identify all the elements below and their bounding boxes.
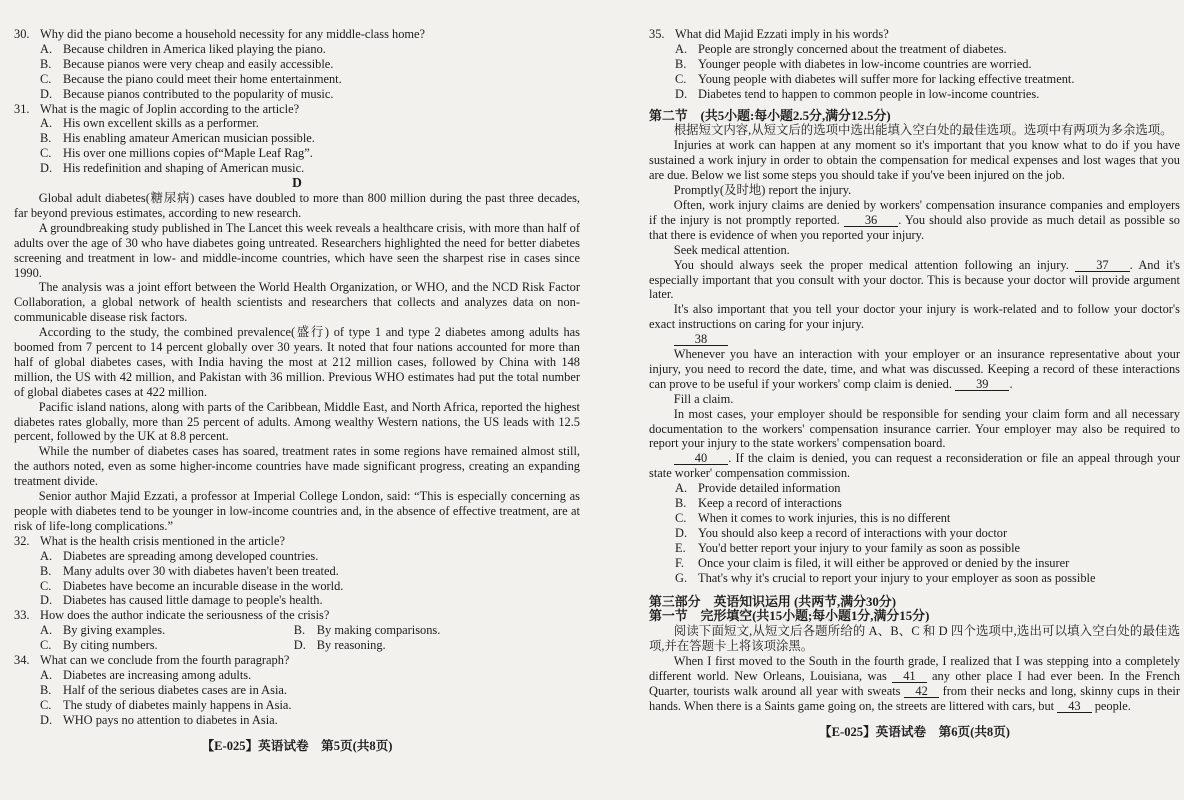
option-label: C.	[40, 578, 52, 593]
option-label: C.	[675, 511, 687, 525]
section-3-instruction: 阅读下面短文,从短文后各题所给的 A、B、C 和 D 四个选项中,选出可以填入空白处的最佳选项,并在答题卡上将该项涂黑。	[649, 624, 1180, 654]
paragraph-text: .	[1009, 376, 1013, 391]
option-text: Once your claim is filed, it will either be approved or denied by the insurer	[698, 555, 1070, 570]
gap-option-c	[675, 511, 1180, 526]
blank-38: 38	[674, 333, 728, 346]
gap-option-f	[675, 556, 1180, 571]
option-label: E.	[675, 540, 686, 555]
option-label: D.	[40, 161, 53, 176]
gap-option-b	[675, 496, 1180, 511]
option-text: Diabetes tend to happen to common people in low-income countries.	[698, 86, 1040, 101]
option-d	[40, 87, 580, 102]
option-d	[294, 638, 580, 653]
paragraph-text: Whenever you have an interaction with your employer or an insurance representative about your injury, you need to record the date, time, and what was discussed. Keeping a record of these interactions can prove to be useful if your workers' comp claim is denied.	[649, 347, 1180, 391]
option-text: Because the piano could meet their home entertainment.	[63, 71, 342, 86]
section-2-heading: 第二节 (共5小题:每小题2.5分,满分12.5分)	[649, 108, 891, 123]
option-b	[675, 57, 1180, 72]
gap-passage-blank-line	[649, 332, 1180, 347]
blank-36: 36	[844, 214, 898, 227]
question-text: How does the author indicate the seriousness of the crisis?	[40, 608, 330, 623]
paragraph-text: You should always seek the proper medical attention following an injury.	[673, 257, 1076, 272]
gap-options-list	[649, 481, 1180, 585]
option-c	[40, 579, 580, 594]
section-3-heading: 第三部分 英语知识运用 (共两节,满分30分)	[649, 594, 897, 609]
option-text: That's why it's crucial to report your injury to your employer as soon as possible	[698, 570, 1096, 585]
option-text: Because pianos contributed to the popularity of music.	[63, 86, 334, 101]
option-text: By reasoning.	[316, 638, 386, 653]
question-number: 35.	[649, 27, 665, 41]
option-text: WHO pays no attention to diabetes in Asia.	[63, 712, 278, 727]
gap-passage-paragraph-6: In most cases, your employer should be responsible for sending your claim form and all necessary documentation to the workers' compensation insurance carrier. Your employer may also be required to report your injury to the state workers' compensation board.	[649, 406, 1180, 451]
question-30	[14, 27, 580, 102]
question-33-stem	[14, 608, 580, 623]
question-32	[14, 534, 580, 609]
gap-passage-paragraph-5	[649, 347, 1180, 392]
option-b	[40, 564, 580, 579]
option-label: B.	[293, 623, 306, 638]
blank-40: 40	[674, 452, 728, 465]
question-text: What is the magic of Joplin according to the article?	[40, 101, 300, 116]
option-label: B.	[40, 682, 52, 697]
option-label: A.	[40, 548, 53, 563]
option-b	[40, 57, 580, 72]
paragraph-text: people.	[1091, 698, 1131, 713]
section-3-sub-heading: 第一节 完形填空(共15小题;每小题1分,满分15分)	[649, 609, 930, 624]
option-label: C.	[40, 638, 52, 653]
option-label: A.	[40, 623, 53, 638]
option-d	[40, 161, 580, 176]
blank-39: 39	[955, 378, 1009, 391]
gap-passage-paragraph-1: Injuries at work can happen at any moment so it's important that you know what to do if you have sustained a work injury in order to obtain the compensation for medical expenses and lost wages that you are due. Below we list some steps you should take if you've been injured on the job.	[649, 138, 1180, 183]
passage-paragraph-1: Global adult diabetes(糖尿病) cases have doubled to more than 800 million during the past three decades, far beyond previous estimates, according to new research.	[14, 190, 580, 220]
cloze-passage-paragraph	[649, 654, 1180, 714]
option-label: D.	[293, 638, 306, 653]
question-number: 31.	[14, 101, 30, 116]
option-c	[40, 638, 294, 653]
page-6	[649, 27, 1180, 740]
option-label: G.	[675, 570, 688, 585]
gap-passage-subhead-1: Promptly(及时地) report the injury.	[673, 183, 852, 198]
gap-option-e	[675, 541, 1180, 556]
option-text: The study of diabetes mainly happens in Asia.	[63, 697, 292, 712]
option-label: C.	[40, 697, 52, 712]
gap-option-a	[675, 481, 1180, 496]
option-label: D.	[40, 86, 53, 101]
option-label: C.	[675, 71, 687, 86]
passage-paragraph-4: According to the study, the combined prevalence(盛行) of type 1 and type 2 diabetes among adults has boomed from 7 percent to 14 percent globally over 30 years. It noted that four nations accounted for more than half of global diabetes cases, with India having the most at 212 million cases, followed by China with 148 million, the US with 42 million, and Pakistan with 36 million. Previous WHO estimates had put the total number of global diabetes cases at 422 million.	[14, 325, 580, 399]
question-31	[14, 102, 580, 177]
passage-paragraph-2: A groundbreaking study published in The Lancet this week reveals a healthcare crisis, with more than half of adults over the age of 30 who have diabetes going untreated. Researchers highlighted the need for better diabetes screening and treatment in low- and middle-income countries, which have seen the sharpest rise in cases since 1990.	[14, 220, 580, 280]
question-34	[14, 653, 580, 728]
gap-option-d	[675, 526, 1180, 541]
option-a	[40, 623, 294, 638]
option-text: By citing numbers.	[63, 638, 158, 653]
paragraph-text: When I first moved to the South in the fourth grade, I realized that I was stepping into a completely different world. New Orleans, Louisiana, was	[649, 654, 1180, 684]
page-footer-left: 【E-025】英语试卷 第5页(共8页)	[201, 738, 393, 753]
gap-passage-subhead-2: Seek medical attention.	[673, 242, 790, 257]
option-text: Young people with diabetes will suffer more for lacking effective treatment.	[698, 71, 1075, 86]
option-label: A.	[675, 481, 688, 496]
question-text: What is the health crisis mentioned in the article?	[40, 533, 285, 548]
page-5	[14, 27, 580, 754]
gap-passage-paragraph-2	[649, 198, 1180, 243]
option-a	[40, 116, 580, 131]
passage-paragraph-6: While the number of diabetes cases has soared, treatment rates in some regions have remained almost still, the authors noted, even as some higher-income countries have made significant progress, creating an expanding treatment divide.	[14, 444, 580, 489]
question-text: What did Majid Ezzati imply in his words?	[675, 27, 889, 41]
option-label: C.	[40, 146, 52, 161]
option-label: B.	[40, 131, 52, 146]
option-label: D.	[675, 86, 688, 101]
option-text: Because pianos were very cheap and easily accessible.	[63, 56, 334, 71]
option-d	[40, 713, 580, 728]
option-text: His redefinition and shaping of American music.	[63, 161, 305, 176]
option-a	[675, 42, 1180, 57]
option-b	[294, 623, 580, 638]
passage-paragraph-3: The analysis was a joint effort between the World Health Organization, or WHO, and the NCD Risk Factor Collaboration, a global network of health scientists and researchers that collects and analyzes data on non-communicable disease risk factors.	[14, 280, 580, 325]
option-text: Diabetes have become an incurable disease in the world.	[63, 578, 344, 593]
option-text: His own excellent skills as a performer.	[63, 116, 259, 131]
option-label: A.	[40, 116, 53, 131]
option-label: D.	[675, 525, 688, 540]
paragraph-text: any other place I had ever been. In the French Quarter, tourists walk around all year with sweats	[649, 669, 1180, 698]
option-c	[40, 72, 580, 87]
question-35	[649, 27, 1180, 102]
option-d	[675, 87, 1180, 102]
question-33-options	[40, 623, 580, 653]
option-text: You'd better report your injury to your family as soon as possible	[698, 540, 1021, 555]
question-35-stem	[649, 27, 1180, 42]
option-label: A.	[40, 41, 53, 56]
option-b	[40, 131, 580, 146]
option-text: By giving examples.	[63, 623, 166, 638]
option-text: Diabetes are increasing among adults.	[63, 667, 252, 682]
passage-d-label: D	[292, 175, 302, 191]
question-34-stem	[14, 653, 580, 668]
option-text: By making comparisons.	[316, 623, 441, 638]
option-a	[40, 549, 580, 564]
question-30-stem	[14, 27, 580, 42]
option-a	[40, 668, 580, 683]
gap-passage-subhead-3: Fill a claim.	[673, 391, 734, 406]
option-c	[40, 146, 580, 161]
question-32-stem	[14, 534, 580, 549]
option-label: A.	[675, 41, 688, 56]
paragraph-text: . And it's especially important that you consult with your doctor. This is because your doctor will provide argument later.	[649, 257, 1180, 302]
option-text: Keep a record of interactions	[698, 496, 842, 511]
option-text: Because children in America liked playing the piano.	[63, 41, 326, 56]
blank-37: 37	[1075, 259, 1129, 272]
paragraph-text: . You should also provide as much detail as possible so that there is evidence of when you reported your injury.	[649, 212, 1180, 242]
question-number: 30.	[14, 27, 30, 41]
option-text: You should also keep a record of interactions with your doctor	[698, 525, 1008, 540]
gap-passage-paragraph-7	[649, 451, 1180, 481]
option-text: Diabetes has caused little damage to people's health.	[63, 593, 323, 608]
page-footer-right: 【E-025】英语试卷 第6页(共8页)	[819, 724, 1010, 739]
option-label: D.	[40, 712, 53, 727]
blank-41: 41	[892, 670, 926, 683]
option-b	[40, 683, 580, 698]
option-label: C.	[40, 71, 52, 86]
option-text: Many adults over 30 with diabetes haven't been treated.	[63, 563, 339, 578]
paragraph-text: . If the claim is denied, you can request a reconsideration or file an appeal through your state worker' compensation commission.	[649, 451, 1180, 481]
option-text: Diabetes are spreading among developed countries.	[63, 548, 319, 563]
section-2-instruction: 根据短文内容,从短文后的选项中选出能填入空白处的最佳选项。选项中有两项为多余选项。	[673, 123, 1173, 138]
option-a	[40, 42, 580, 57]
question-number: 33.	[14, 608, 30, 623]
question-text: What can we conclude from the fourth paragraph?	[40, 653, 290, 668]
option-label: B.	[40, 563, 52, 578]
blank-42: 42	[904, 685, 938, 698]
question-33	[14, 608, 580, 653]
option-text: His enabling amateur American musician possible.	[63, 131, 315, 146]
option-text: When it comes to work injuries, this is no different	[698, 511, 951, 525]
passage-paragraph-7: Senior author Majid Ezzati, a professor at Imperial College London, said: “This is especially concerning as people with diabetes tend to be younger in low-income countries and, in the absence of effective treatment, are at risk of life-long complications.”	[14, 489, 580, 533]
question-text: Why did the piano become a household necessity for any middle-class home?	[40, 27, 426, 41]
option-label: A.	[40, 667, 53, 682]
gap-passage-paragraph-3	[649, 258, 1180, 303]
option-text: Younger people with diabetes in low-income countries are worried.	[698, 56, 1032, 71]
option-text: His over one millions copies of“Maple Leaf Rag”.	[63, 146, 313, 161]
option-c	[675, 72, 1180, 87]
option-d	[40, 593, 580, 608]
passage-paragraph-5: Pacific island nations, along with parts of the Caribbean, Middle East, and North Africa, reported the highest diabetes rates globally, more than 25 percent of adults. Among wealthy Western nations, the US leads with 12.5 percent, followed by the UK at 8.8 percent.	[14, 399, 580, 444]
option-text: Half of the serious diabetes cases are in Asia.	[63, 682, 287, 697]
gap-passage-paragraph-4: It's also important that you tell your doctor your injury is work-related and to follow your doctor's exact instructions on caring for your injury.	[649, 302, 1180, 332]
paragraph-text: from their necks and long, skinny cups in their hands. When there is a Saints game going on, the streets are littered with cars, but	[649, 683, 1180, 713]
option-label: B.	[675, 56, 687, 71]
question-number: 32.	[14, 533, 30, 548]
gap-option-g	[675, 571, 1180, 586]
option-label: F.	[675, 555, 684, 570]
option-label: B.	[40, 56, 52, 71]
option-label: B.	[675, 496, 687, 511]
option-c	[40, 698, 580, 713]
option-text: People are strongly concerned about the treatment of diabetes.	[698, 41, 1007, 56]
paragraph-text: Often, work injury claims are denied by workers' compensation insurance companies and employers if the injury is not promptly reported.	[649, 197, 1180, 227]
option-label: D.	[40, 593, 53, 608]
question-number: 34.	[14, 653, 30, 668]
question-31-stem	[14, 102, 580, 117]
blank-43: 43	[1057, 700, 1091, 713]
option-text: Provide detailed information	[698, 481, 841, 496]
